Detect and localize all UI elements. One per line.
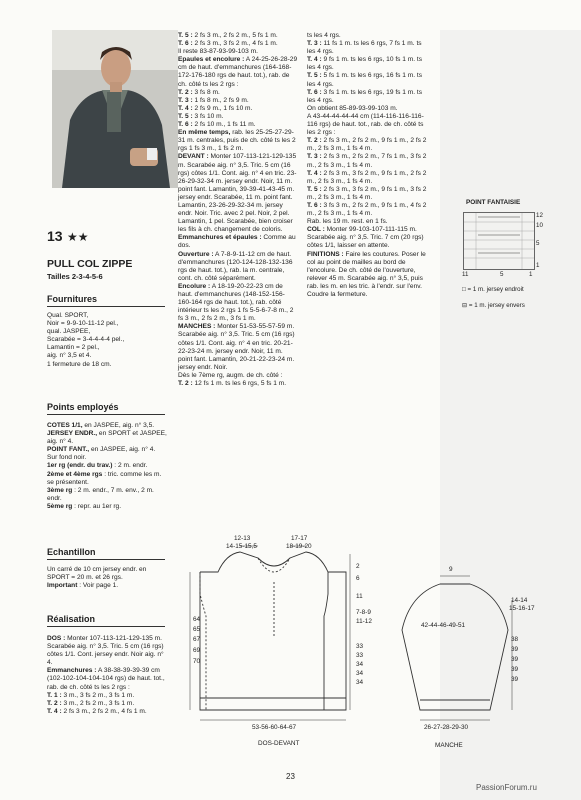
- instruction-line: [307, 202, 431, 218]
- instruction-line: [47, 430, 167, 446]
- instruction-line: [178, 121, 298, 129]
- stitch-chart-title: POINT FANTAISIE: [466, 199, 521, 206]
- echantillon-heading: Echantillon: [47, 547, 96, 557]
- instruction-label: T. 4 :: [178, 104, 193, 112]
- instruction-text: 11 fs 1 m. ts les 6 rgs, 7 fs 1 m. ts les 4 rgs.: [307, 40, 422, 56]
- instruction-line: [178, 89, 298, 97]
- dos-text: Monter 107-113-121-129-135 m. Scarabée aig. n° 3,5. Tric. 5 cm (16 rgs) côtes 1/1. Cont. jersey endr. Noir aig. n° 4.: [47, 635, 164, 667]
- instruction-line: [307, 113, 431, 137]
- dim-label: 39: [511, 676, 519, 683]
- instruction-text: 12 fs 1 m. ts les 6 rgs, 5 fs 1 m.: [192, 380, 287, 388]
- dim-label: 67: [193, 636, 201, 643]
- dim-label: 11: [356, 593, 363, 600]
- dim-label: 65: [193, 626, 201, 633]
- echantillon-body: Un carré de 10 cm jersey endr. en SPORT = 20 m. et 26 rgs.: [47, 566, 147, 582]
- instruction-line: [47, 471, 167, 487]
- dim-label: 15-16-17: [509, 605, 535, 612]
- instruction-text: 2 fs 3 m., 2 fs 2 m., 5 fs 1 m.: [192, 32, 278, 39]
- instruction-line: [178, 113, 298, 121]
- dim-label: 64: [193, 616, 201, 623]
- echantillon-text: [47, 566, 167, 590]
- instruction-text: 3 m., 3 fs 2 m., 3 fs 1 m.: [61, 691, 135, 699]
- legend-text: = 1 m. jersey endroit: [467, 286, 524, 293]
- fourniture-item: qual. JASPEE,: [47, 328, 91, 336]
- instruction-text: Dès le 7ème rg, augm. de ch. côté :: [178, 371, 283, 379]
- instruction-label: T. 4 :: [307, 56, 322, 64]
- instruction-text: en SPORT et JASPEE, aig. n° 4.: [47, 430, 167, 446]
- knit-symbol-icon: □: [462, 286, 466, 293]
- col-label: 11: [462, 271, 469, 278]
- instruction-text: 2 fs 3 m., 2 fs 2 m., 7 fs 1 m., 3 fs 2 m., 2 fs 3 m., 1 fs 4 m.: [307, 153, 427, 169]
- instruction-label: JERSEY ENDR.,: [47, 430, 98, 438]
- dim-label: 42-44-46-49-51: [421, 622, 466, 629]
- emmanch-text: A 38-38-39-39-39 cm (102-102-104-104-104 rgs) de haut. tot., rab. de ch. côté ts les 2 rgs :: [47, 667, 165, 691]
- sizes: Tailles 2-3-4-5-6: [47, 272, 103, 281]
- schematic-label: MANCHE: [435, 742, 463, 749]
- dim-label: 53-56-60-64-67: [252, 724, 297, 731]
- instruction-line: [178, 40, 298, 48]
- instruction-line: [47, 503, 167, 511]
- instruction-text: rab. les 25-25-27-29-31 m. centrales, puis de ch. côté ts les 2 rgs 1 fs 3 m., 1 fs 2 m.: [178, 129, 296, 153]
- instruction-line: [47, 462, 167, 470]
- instruction-line: [178, 372, 298, 380]
- fournitures-list: [47, 312, 167, 369]
- fourniture-item: Noir = 9-9-10-11-12 pel.,: [47, 320, 119, 328]
- instruction-text: 2 fs 3 m., 3 fs 2 m., 9 fs 1 m., 2 fs 2 m., 2 fs 3 m., 1 fs 4 m.: [307, 169, 427, 185]
- instruction-label: T. 6 :: [307, 88, 322, 96]
- instruction-line: [307, 32, 431, 40]
- instruction-label: T. 3 :: [178, 96, 193, 104]
- instruction-label: MANCHES :: [178, 323, 216, 331]
- instruction-text: Faire les coutures. Poser le col au point de mailles au bord de l'encolure. De ch. côté de l'ouverture, relever 45 m. Scarabée aig. n° 3,5, puis rab. les m. en les tric. à l'endr. sur l'env. Coudre la fermeture.: [307, 250, 426, 298]
- dim-label: 39: [511, 646, 519, 653]
- dim-label: 38: [511, 636, 519, 643]
- instruction-line: [178, 129, 298, 153]
- dim-label: 17-17: [291, 535, 308, 542]
- instruction-line: [178, 48, 298, 56]
- instruction-label: T. 2 :: [178, 380, 193, 388]
- instruction-label: T. 2 :: [307, 137, 322, 145]
- dim-label: 70: [193, 658, 201, 665]
- instruction-text: Il reste 83-87-93-99-103 m.: [178, 48, 258, 56]
- instructions-column-2: [307, 32, 431, 299]
- instruction-line: [307, 218, 431, 226]
- row-label: 5: [536, 240, 540, 247]
- instruction-label: T. 5 :: [307, 72, 322, 80]
- dim-label: 33: [356, 652, 364, 659]
- legend-purl: [462, 302, 525, 310]
- instruction-text: 3 fs 1 m. ts les 6 rgs, 19 fs 1 m. ts les 4 rgs.: [307, 88, 423, 104]
- instruction-line: [178, 153, 298, 234]
- instruction-label: 5ème rg: [47, 502, 73, 510]
- instruction-line: [307, 226, 431, 250]
- divider: [47, 626, 165, 627]
- divider: [47, 306, 165, 307]
- instruction-text: 2 fs 10 m., 1 fs 11 m.: [192, 121, 256, 129]
- instruction-text: : tric. comme les m. se présentent.: [47, 470, 162, 486]
- instruction-line: [178, 32, 298, 40]
- instruction-label: POINT FANT.,: [47, 446, 90, 454]
- instruction-line: [47, 700, 167, 708]
- realisation-heading: Réalisation: [47, 614, 96, 624]
- instruction-text: 9 fs 1 m. ts les 6 rgs, 10 fs 1 m. ts les 4 rgs.: [307, 56, 423, 72]
- instruction-line: [178, 56, 298, 88]
- instruction-text: 2 fs 3 m., 2 fs 2 m., 4 fs 1 m.: [61, 707, 147, 715]
- important-text: : Voir page 1.: [77, 582, 119, 590]
- instruction-line: [307, 89, 431, 105]
- fourniture-item: 1 fermeture de 18 cm.: [47, 360, 112, 368]
- instruction-line: [178, 380, 298, 388]
- dim-label: 69: [193, 647, 201, 654]
- instruction-text: 2 fs 3 m., 3 fs 2 m., 9 fs 1 m., 3 fs 2 m., 2 fs 3 m., 1 fs 4 m.: [307, 185, 427, 201]
- fourniture-item: aig. n° 3,5 et 4.: [47, 352, 92, 360]
- fourniture-item: Lamantin = 2 pel.,: [47, 344, 100, 352]
- instruction-text: Monter 99-103-107-111-115 m. Scarabée aig. n° 3,5. Tric. 7 cm (20 rgs) côtes 1/1, laisser en attente.: [307, 226, 424, 250]
- instruction-label: T. 1 :: [47, 691, 62, 699]
- instruction-text: : repr. au 1er rg.: [72, 502, 122, 510]
- number: 13: [47, 228, 63, 244]
- purl-symbol-icon: ⊟: [462, 302, 468, 309]
- model-photo: [52, 30, 178, 188]
- emmanch-label: Emmanchures :: [47, 667, 97, 675]
- instruction-line: [178, 323, 298, 372]
- instruction-label: T. 6 :: [307, 201, 322, 209]
- difficulty-stars: ★★: [67, 230, 89, 244]
- instruction-line: [307, 72, 431, 88]
- instruction-line: [178, 234, 298, 250]
- instruction-line: [47, 708, 167, 716]
- instruction-text: 3 m., 2 fs 2 m., 3 fs 1 m.: [61, 699, 135, 707]
- dim-label: 12-13: [234, 535, 251, 542]
- instruction-line: [307, 56, 431, 72]
- instruction-line: [307, 251, 431, 300]
- instruction-text: 3 fs 3 m., 2 fs 2 m., 9 fs 1 m., 4 fs 2 m., 2 fs 3 m., 1 fs 4 m.: [307, 201, 427, 218]
- instruction-text: 3 fs 10 m.: [192, 112, 224, 120]
- instruction-label: T. 4 :: [307, 169, 322, 177]
- instruction-text: 2 fs 3 m., 3 fs 2 m., 4 fs 1 m.: [192, 40, 278, 48]
- legend-knit: [462, 286, 524, 294]
- instruction-line: [47, 692, 167, 700]
- col-label: 1: [529, 271, 533, 278]
- instruction-text: A 43-44-44-44-44 cm (114-116-116-116-116 rgs) de haut. tot., rab. de ch. côté ts les 2 rgs :: [307, 112, 424, 137]
- row-label: 10: [536, 222, 543, 229]
- instruction-line: [47, 487, 167, 503]
- instruction-text: A 18-19-20-22-23 cm de haut. d'emmanchures (148-152-156-160-164 rgs de haut. tot.), rab. côté intérieur ts les 2 rgs 1 fs 5-5-6-7-8 m., 2 fs 3 m., 2 fs 2 m., 3 fs 1 m.: [178, 282, 294, 323]
- dim-label: 14-14: [511, 597, 528, 604]
- instruction-text: Monter 107-113-121-129-135 m. Scarabée aig. n° 3,5. Tric. 5 cm (16 rgs) côtes 1/1. Cont. aig. n° 4 en tric. 23-26-29-32-34 m. jersey endr. Noir, 11 m. point fant. Lamantin, 39-39-41-43-45 m. jersey endr. Scarabée, 11 m. point fant. Lamantin, 23-26-29-32-34 m. jersey endr. Noir. Tric. avec 2 pel. Noir, 2 pel. Lamantin, 1 pel. Scarabée, bien croiser les fils à ch. changement de coloris.: [178, 153, 297, 234]
- dim-label: 34: [356, 661, 364, 668]
- dim-label: 39: [511, 666, 519, 673]
- instruction-text: 5 fs 1 m. ts les 6 rgs, 16 fs 1 m. ts les 4 rgs.: [307, 72, 423, 88]
- row-label: 1: [536, 262, 540, 269]
- stitch-chart-grid: [463, 212, 535, 270]
- instruction-label: 3ème rg: [47, 486, 73, 494]
- instruction-text: A 24-25-26-28-29 cm de haut. d'emmanchures (164-168-172-176-180 rgs de haut. tot.), rab. de ch. côté ts les 2 rgs :: [178, 56, 298, 88]
- instruction-label: Encolure :: [178, 282, 211, 290]
- col-label: 5: [500, 271, 504, 278]
- dim-label: 34: [356, 679, 364, 686]
- dim-label: 9: [449, 566, 453, 573]
- instruction-label: COTES 1/1,: [47, 422, 83, 429]
- instruction-line: [178, 251, 298, 283]
- instruction-line: [47, 422, 167, 430]
- instruction-line: [47, 446, 167, 462]
- instruction-text: Comme au dos.: [178, 234, 296, 250]
- instruction-line: [307, 170, 431, 186]
- instruction-text: A 7-8-9-11-12 cm de haut. d'emmanchures (120-124-128-132-136 rgs de haut. tot.), rab. la m. centrale, cont. ch. côté séparément.: [178, 250, 293, 282]
- dim-label: 26-27-28-29-30: [424, 724, 469, 731]
- fourniture-item: Scarabée = 3-4-4-4-4 pel.,: [47, 336, 125, 344]
- schematic-label: DOS-DEVANT: [258, 740, 300, 747]
- instruction-text: en JASPEE, aig. n° 4. Sur fond noir.: [47, 446, 156, 462]
- instruction-label: T. 5 :: [178, 32, 193, 39]
- dim-label: 34: [356, 670, 364, 677]
- instruction-label: T. 2 :: [178, 88, 193, 96]
- important-label: Important: [47, 582, 78, 590]
- instruction-label: T. 4 :: [47, 707, 62, 715]
- pattern-number: [47, 228, 89, 246]
- dim-label: 14-15-15,5: [226, 543, 257, 550]
- divider: [47, 414, 165, 415]
- dim-label: 11-12: [356, 618, 372, 625]
- instruction-line: [307, 137, 431, 153]
- instruction-text: ts les 4 rgs.: [307, 32, 341, 39]
- instruction-label: COL :: [307, 226, 325, 234]
- schematic-sleeve: [390, 560, 520, 740]
- instruction-text: Monter 51-53-55-57-59 m. Scarabée aig. n° 3,5. Tric. 5 cm (16 rgs) côtes 1/1. Cont. aig. n° 4 en tric. 20-21-22-23-24 m. jersey endr. Noir, 11 m. point fant. Lamantin, 20-21-22-23-24 m. jersey endr. Noir.: [178, 323, 295, 371]
- points-list: [47, 422, 167, 511]
- instruction-text: On obtient 85-89-93-99-103 m.: [307, 104, 398, 112]
- instruction-line: [178, 283, 298, 323]
- instruction-text: en JASPEE, aig. n° 3,5.: [82, 422, 155, 429]
- instruction-label: T. 3 :: [307, 153, 322, 161]
- instruction-line: [178, 105, 298, 113]
- page-number: 23: [286, 772, 295, 781]
- pattern-title: PULL COL ZIPPE: [47, 258, 133, 270]
- fournitures-heading: Fournitures: [47, 294, 98, 304]
- instruction-text: Rab. les 19 m. rest. en 1 fs.: [307, 218, 388, 226]
- points-heading: Points employés: [47, 402, 119, 412]
- instruction-line: [178, 97, 298, 105]
- instruction-line: [307, 186, 431, 202]
- fourniture-item: Qual. SPORT,: [47, 312, 89, 319]
- instruction-text: : 2 m. endr., 7 m. env., 2 m. endr.: [47, 486, 154, 502]
- instruction-label: 1er rg (endr. du trav.): [47, 462, 113, 470]
- instruction-label: T. 5 :: [307, 185, 322, 193]
- dim-label: 2: [356, 563, 360, 570]
- instruction-label: T. 3 :: [307, 40, 322, 48]
- instruction-label: T. 6 :: [178, 40, 193, 48]
- row-label: 12: [536, 212, 543, 219]
- instruction-text: 1 fs 8 m., 2 fs 9 m.: [192, 96, 249, 104]
- instruction-line: [307, 153, 431, 169]
- instruction-text: 2 fs 9 m., 1 fs 10 m.: [192, 104, 253, 112]
- instruction-line: [307, 40, 431, 56]
- instruction-text: 2 fs 3 m., 2 fs 2 m., 9 fs 1 m., 2 fs 2 m., 2 fs 3 m., 1 fs 4 m.: [307, 137, 427, 153]
- dim-label: 39: [511, 656, 519, 663]
- instruction-label: DEVANT :: [178, 153, 209, 161]
- instruction-label: Emmanchures et épaules :: [178, 234, 262, 242]
- instruction-label: T. 2 :: [47, 699, 62, 707]
- instruction-text: 3 fs 8 m.: [192, 88, 220, 96]
- divider: [47, 559, 165, 560]
- instruction-text: : 2 m. endr.: [112, 462, 148, 470]
- instructions-column-1: [178, 32, 298, 388]
- instruction-label: En même temps,: [178, 129, 231, 137]
- dos-label: DOS :: [47, 635, 66, 642]
- instruction-label: 2ème et 4ème rgs: [47, 470, 103, 478]
- instruction-label: Epaules et encolure :: [178, 56, 245, 64]
- dim-label: 7-8-9: [356, 609, 371, 616]
- instruction-label: Ouverture :: [178, 250, 214, 258]
- instruction-label: FINITIONS :: [307, 250, 344, 258]
- dim-label: 6: [356, 575, 360, 582]
- legend-text: = 1 m. jersey envers: [468, 302, 525, 309]
- watermark: PassionForum.ru: [476, 783, 537, 792]
- instruction-label: T. 5 :: [178, 112, 193, 120]
- instruction-label: T. 6 :: [178, 121, 193, 129]
- dim-label: 18-19-20: [286, 543, 312, 550]
- dim-label: 33: [356, 643, 364, 650]
- realisation-text: [47, 635, 167, 716]
- instruction-line: [307, 105, 431, 113]
